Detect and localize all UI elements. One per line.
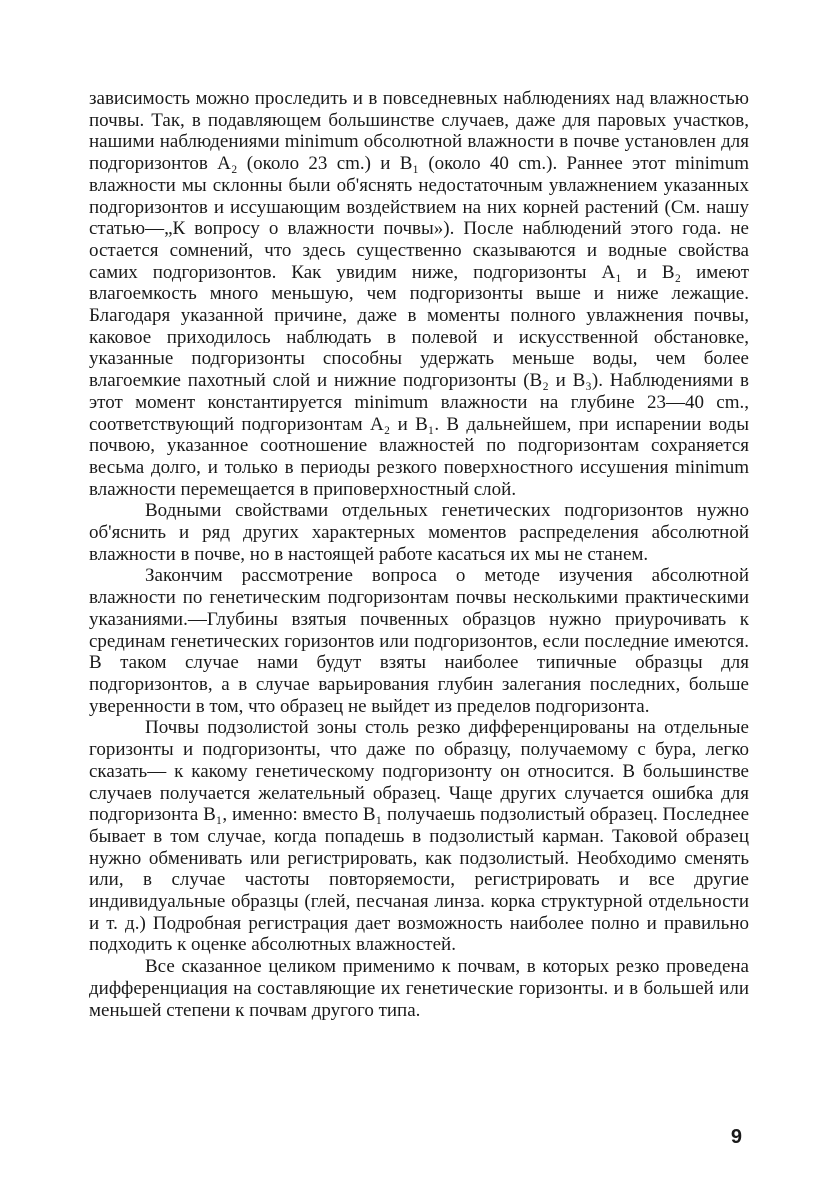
- page-number: 9: [730, 1126, 742, 1148]
- paragraph-3: Закончим рассмотрение вопроса о методе изучения абсолютной влажности по генетическим подгоризонтам почвы несколькими практическими указаниями.—Глубины взятыя почвенных образцов нужно приурочивать к срединам генетических горизонтов или подгоризонтов, если последние имеются. В таком случае нами будут взяты наиболее типичные образцы для подгоризонтов, а в случае варьирования глубин залегания последних, больше уверенности в том, что образец не выйдет из пределов подгоризонта.: [89, 565, 749, 717]
- body-text: [89, 88, 749, 1021]
- paragraph-4: Почвы подзолистой зоны столь резко дифференцированы на отдельные горизонты и подгоризонты, что даже по образцу, получаемому с бура, легко сказать— к какому генетическому подгоризонту он относится. В большинстве случаев получается желательный образец. Чаще других случается ошибка для подгоризонта B₁, именно: вместо B₁ получаешь подзолистый образец. Последнее бывает в том случае, когда попадешь в подзолистый карман. Таковой образец нужно обменивать или регистрировать, как подзолистый. Необходимо сменять или, в случае частоты повторяемости, регистрировать и все другие индивидуальные образцы (глей, песчаная линза. корка структурной отдельности и т. д.) Подробная регистрация дает возможность наиболее полно и правильно подходить к оценке абсолютных влажностей.: [89, 717, 749, 956]
- paragraph-5: Все сказанное целиком применимо к почвам, в которых резко проведена дифференциация на составляющие их генетические горизонты. и в большей или меньшей степени к почвам другого типа.: [89, 956, 749, 1021]
- paragraph-1: зависимость можно проследить и в повседневных наблюдениях над влажностью почвы. Так, в подавляющем большинстве случаев, даже для паровых участков, нашими наблюдениями minimum обсолютной влажности в почве установлен для подгоризонтов A₂ (около 23 cm.) и B₁ (около 40 cm.). Раннее этот minimum влажности мы склонны были об'яснять недостаточным увлажнением указанных подгоризонтов и иссушающим воздействием на них корней растений (См. нашу статью—„К вопросу о влажности почвы»). После наблюдений этого года. не остается сомнений, что здесь существенно сказываются и водные свойства самих подгоризонтов. Как увидим ниже, подгоризонты A₁ и B₂ имеют влагоемкость много меньшую, чем подгоризонты выше и ниже лежащие. Благодаря указанной причине, даже в моменты полного увлажнения почвы, каковое приходилось наблюдать в полевой и искусственной обстановке, указанные подгоризонты способны удержать меньше воды, чем более влагоемкие пахотный слой и нижние подгоризонты (B₂ и B₃). Наблюдениями в этот момент константируется minimum влажности на глубине 23—40 cm., соответствующий подгоризонтам A₂ и B₁. В дальнейшем, при испарении воды почвою, указанное соотношение влажностей по подгоризонтам сохраняется весьма долго, и только в периоды резкого поверхностного иссушения minimum влажности перемещается в приповерхностный слой.: [89, 88, 749, 500]
- paragraph-2: Водными свойствами отдельных генетических подгоризонтов нужно об'яснить и ряд других характерных моментов распределения абсолютной влажности в почве, но в настоящей работе касаться их мы не станем.: [89, 500, 749, 565]
